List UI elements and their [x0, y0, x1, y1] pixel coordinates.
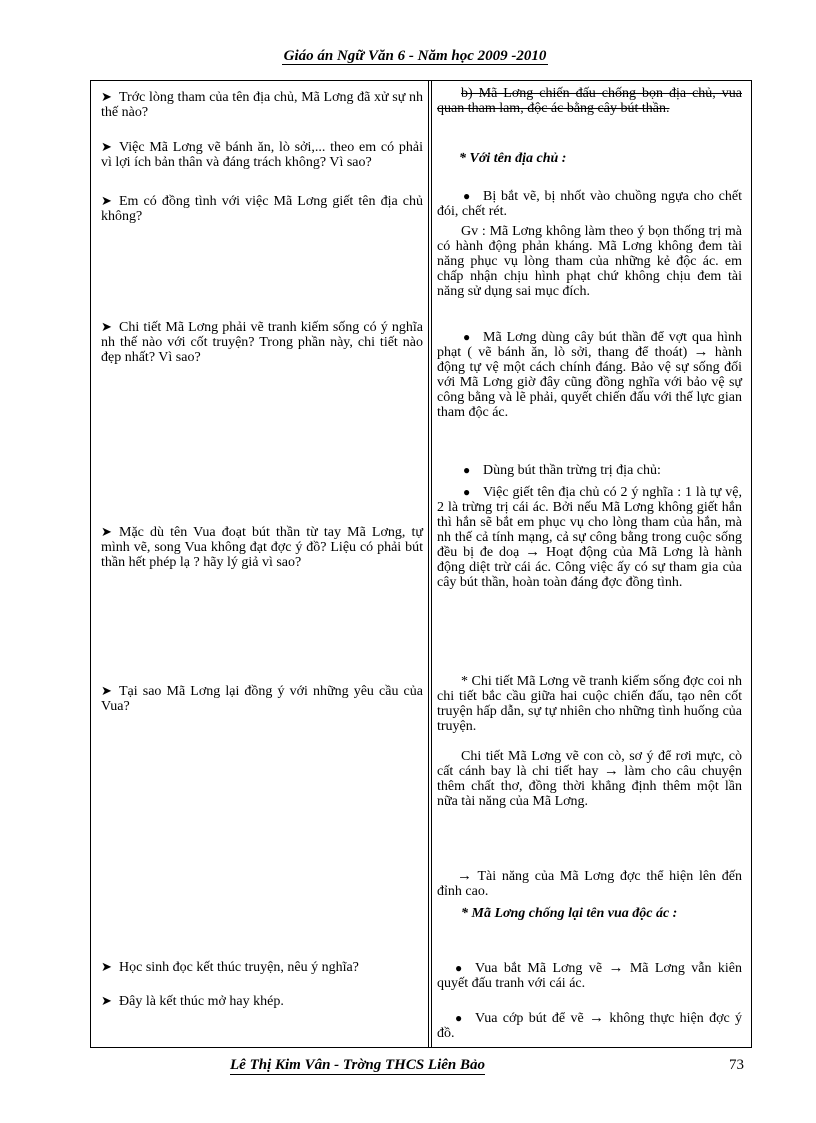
- question-4: ➤ Chi tiết Mã Lơng phải vẽ tranh kiếm sống có ý nghĩa nh thế nào với cốt truyện? Trong phần này, chi tiết nào đẹp nhất? Vì sao?: [101, 319, 423, 365]
- answer-bullet-5: ● Vua bắt Mã Lơng vẽ → Mã Lơng vẫn kiên quyết đấu tranh với cái ác.: [437, 960, 743, 991]
- right-arrow-icon: →: [589, 1010, 605, 1026]
- detail-note-1: * Chi tiết Mã Lơng vẽ tranh kiếm sống đợc coi nh chi tiết bắc cầu giữa hai cuộc chiến đấu, tạo nên cốt truyện hấp dẫn, sự tự nhiên cho những tình huống của truyện.: [437, 674, 742, 734]
- bullet-icon: ●: [463, 485, 471, 499]
- question-1: ➤ Trớc lòng tham của tên địa chủ, Mã Lơng đã xử sự nh thế nào?: [101, 89, 423, 120]
- heading-landlord: * Với tên địa chủ :: [459, 151, 567, 166]
- bullet-icon: ●: [463, 463, 471, 477]
- question-5: ➤ Mặc dù tên Vua đoạt bút thần từ tay Mã Lơng, tự mình vẽ, song Vua không đạt đợc ý đồ? Liệu có phải bút thần hết phép lạ ? hãy lý giả vì sao?: [101, 524, 423, 570]
- footer-author: Lê Thị Kim Vân - Trờng THCS Liên Bảo: [230, 1057, 486, 1073]
- bullet-icon: ●: [463, 189, 471, 203]
- answer-bullet-1: ● Bị bắt vẽ, bị nhốt vào chuồng ngựa cho chết đói, chết rét.: [437, 189, 742, 219]
- arrowhead-icon: ➤: [101, 193, 112, 208]
- question-3: ➤ Em có đồng tình với việc Mã Lơng giết tên địa chủ không?: [101, 193, 423, 224]
- bullet-icon: ●: [463, 330, 471, 344]
- question-6: ➤ Tại sao Mã Lơng lại đồng ý với những yêu cầu của Vua?: [101, 683, 423, 714]
- right-arrow-icon: →: [608, 960, 624, 976]
- right-arrow-icon: →: [603, 763, 619, 779]
- question-8: ➤ Đây là kết thúc mở hay khép.: [101, 993, 284, 1009]
- question-7: ➤ Học sinh đọc kết thúc truyện, nêu ý nghĩa?: [101, 959, 359, 975]
- question-2: ➤ Việc Mã Lơng vẽ bánh ăn, lò sởi,... theo em có phải vì lợi ích bản thân và đáng trách không? Vì sao?: [101, 139, 423, 170]
- arrowhead-icon: ➤: [101, 993, 112, 1008]
- header-title: Giáo án Ngữ Văn 6 - Năm học 2009 -2010: [283, 48, 547, 64]
- bullet-icon: ●: [455, 961, 463, 975]
- answer-bullet-3: ● Dùng bút thần trừng trị địa chủ:: [463, 463, 661, 478]
- page-number: 73: [729, 1057, 744, 1073]
- bullet-icon: ●: [455, 1011, 463, 1025]
- talent-note: → Tài năng của Mã Lơng đợc thể hiện lên đến đỉnh cao.: [437, 868, 742, 899]
- column-divider: [428, 81, 432, 1047]
- heading-king: * Mã Lơng chống lại tên vua độc ác :: [461, 906, 678, 921]
- teacher-note: Gv : Mã Lơng không làm theo ý bọn thống trị mà có hành động phản kháng. Mã Lơng không đem tài năng phục vụ lòng tham của những kẻ độc ác. em chấp nhận chịu hình phạt chứ không chịu đem tài năng sử dụng sai mục đích.: [437, 224, 742, 299]
- answer-bullet-2: ● Mã Lơng dùng cây bút thần để vợt qua hình phạt ( vẽ bánh ăn, lò sởi, thang để thoát) → hành động tự vệ một cách chính đáng. Bảo vệ sự sống đối với Mã Lơng giờ đây cũng đồng nghĩa với bảo vệ sự công bằng và lẽ phải, quyết chiến đấu với thế lực gian tham độc ác.: [437, 330, 743, 420]
- arrowhead-icon: ➤: [101, 89, 112, 104]
- page-header: [90, 48, 740, 65]
- arrowhead-icon: ➤: [101, 959, 112, 974]
- right-arrow-icon: →: [525, 544, 541, 560]
- answer-bullet-6: ● Vua cớp bút để vẽ → không thực hiện đợc ý đồ.: [437, 1010, 743, 1041]
- arrowhead-icon: ➤: [101, 524, 112, 539]
- section-b-heading: b) Mã Lơng chiến đấu chống bọn địa chủ, vua quan tham lam, độc ác bằng cây bút thần.: [437, 86, 742, 116]
- detail-note-2: Chi tiết Mã Lơng vẽ con cò, sơ ý để rơi mực, cò cất cánh bay là chi tiết hay → làm cho câu chuyện thêm chất thơ, đồng thời khẳng định thêm một lần nữa tài năng của Mã Lơng.: [437, 749, 742, 809]
- arrowhead-icon: ➤: [101, 139, 112, 154]
- lesson-table: [90, 80, 752, 1048]
- right-arrow-icon: →: [693, 344, 709, 360]
- answer-bullet-4: ● Việc giết tên địa chủ có 2 ý nghĩa : 1 là tự vệ, 2 là trừng trị cái ác. Bởi nếu Mã Lơng không giết hắn thì hắn sẽ bắt em phục vụ cho lòng tham của hắn, mà nh thế cả tính mạng, cả sự công bằng trong cuộc sống đều bị đe doạ → Hoạt động của Mã Lơng là hành động diệt trừ cái ác. Công việc ấy có sự tham gia của cây bút thần, hoàn toàn đáng đợc đồng tình.: [437, 485, 743, 590]
- arrowhead-icon: ➤: [101, 683, 112, 698]
- arrowhead-icon: ➤: [101, 319, 112, 334]
- right-arrow-icon: →: [457, 868, 472, 884]
